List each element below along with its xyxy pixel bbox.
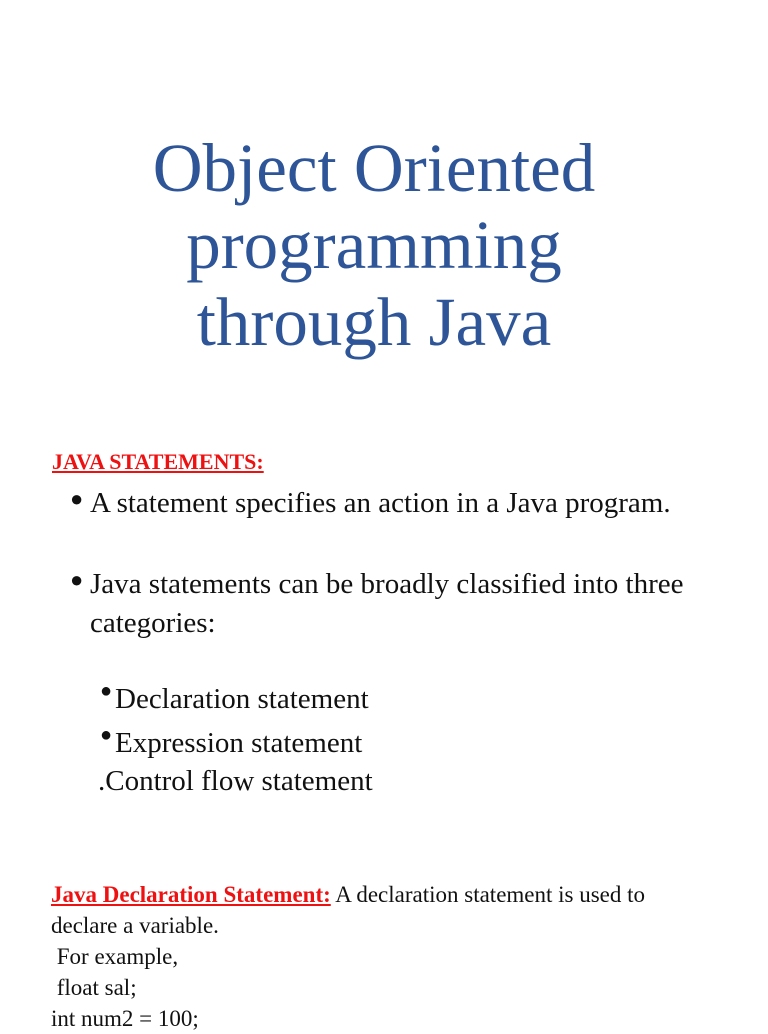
page-title (0, 130, 748, 361)
bullet-icon: ● (100, 680, 113, 702)
category-item-declaration (100, 680, 369, 717)
category-text: Declaration statement (115, 683, 369, 715)
title-line-2: programming (186, 207, 562, 283)
declaration-description: A declaration statement is used to declare a variable. (51, 882, 646, 938)
example-label: For example, (51, 944, 179, 969)
bullet-icon: ● (70, 567, 84, 592)
bullet-text: Java statements can be broadly classified into three categories: (90, 568, 684, 639)
category-item-expression (100, 724, 363, 761)
title-line-3: through Java (196, 284, 552, 360)
bullet-text: A statement specifies an action in a Java program. (90, 487, 671, 519)
category-item-control-flow (98, 763, 373, 799)
category-text: Expression statement (115, 727, 363, 759)
category-text: .Control flow statement (98, 765, 373, 797)
bullet-icon: ● (100, 724, 113, 746)
bullet-icon: ● (70, 486, 84, 511)
java-statements-heading: JAVA STATEMENTS: (52, 449, 264, 474)
code-line-2: int num2 = 100; (51, 1006, 199, 1031)
bullet-item-statement-definition (70, 484, 710, 523)
bullet-item-statement-categories (70, 565, 710, 643)
declaration-heading: Java Declaration Statement: (51, 882, 331, 907)
title-line-1: Object Oriented (152, 130, 596, 206)
declaration-section (51, 879, 671, 1034)
code-line-1: float sal; (51, 975, 137, 1000)
